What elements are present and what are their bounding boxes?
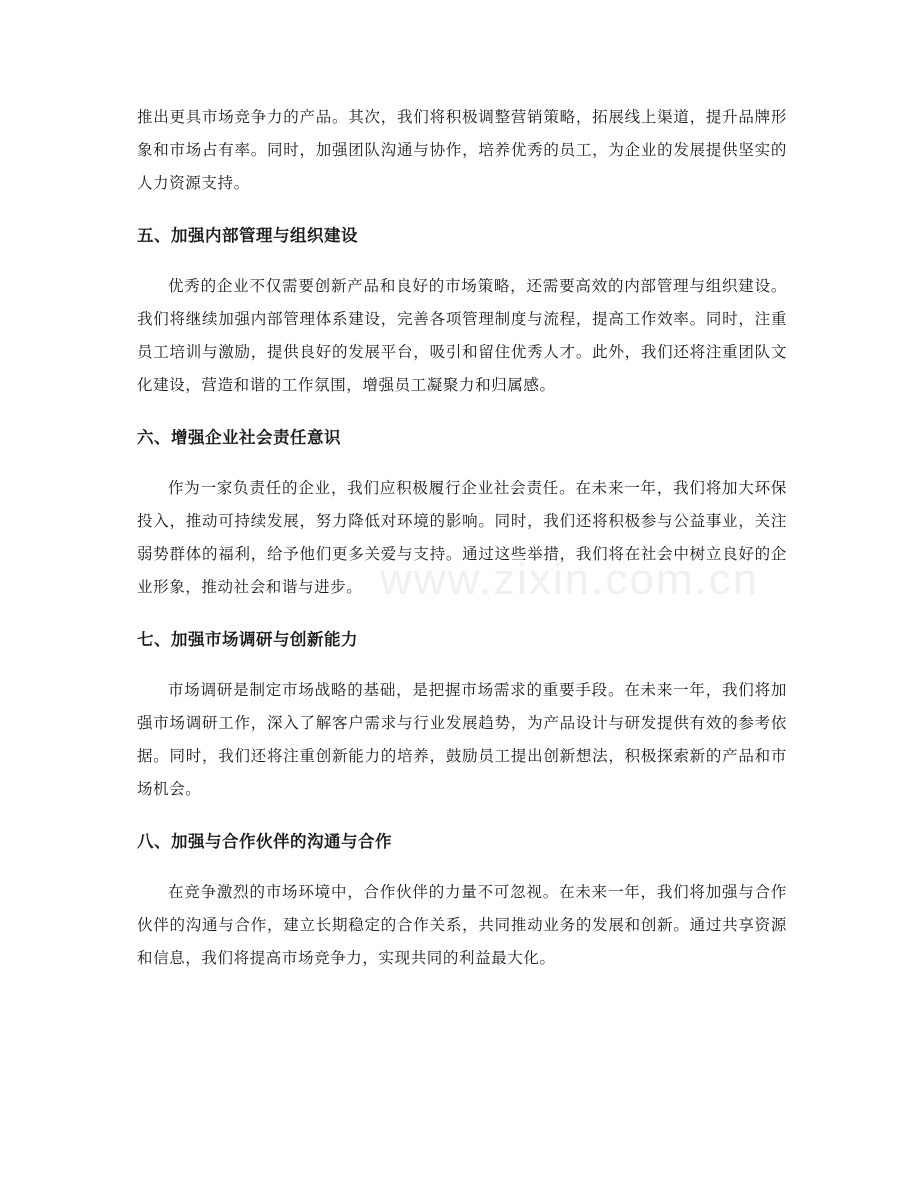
intro-paragraph: 推出更具市场竞争力的产品。其次，我们将积极调整营销策略，拓展线上渠道，提升品牌形象和市场占有率。同时，加强团队沟通与协作，培养优秀的员工，为企业的发展提供坚实的人力资源支持。 [137,108,787,192]
section-8-heading: 八、加强与合作伙伴的沟通与合作 [137,832,392,851]
document-body [137,101,787,975]
watermark: www.zixin.com.cn [380,555,760,604]
section-6-paragraph: 作为一家负责任的企业，我们应积极履行企业社会责任。在未来一年，我们将加大环保投入，推动可持续发展，努力降低对环境的影响。同时，我们还将积极参与公益事业，关注弱势群体的福利，给予他们更多关爱与支持。通过这些举措，我们将在社会中树立良好的企业形象，推动社会和谐与进步。 [137,479,787,596]
section-5-paragraph: 优秀的企业不仅需要创新产品和良好的市场策略，还需要高效的内部管理与组织建设。我们将继续加强内部管理体系建设，完善各项管理制度与流程，提高工作效率。同时，注重员工培训与激励，提供良好的发展平台，吸引和留住优秀人才。此外，我们还将注重团队文化建设，营造和谐的工作氛围，增强员工凝聚力和归属感。 [137,277,787,394]
section-7-heading: 七、加强市场调研与创新能力 [137,630,358,649]
section-7-paragraph: 市场调研是制定市场战略的基础，是把握市场需求的重要手段。在未来一年，我们将加强市场调研工作，深入了解客户需求与行业发展趋势，为产品设计与研发提供有效的参考依据。同时，我们还将注重创新能力的培养，鼓励员工提出创新想法，积极探索新的产品和市场机会。 [137,681,787,798]
section-8-paragraph: 在竞争激烈的市场环境中，合作伙伴的力量不可忽视。在未来一年，我们将加强与合作伙伴的沟通与合作，建立长期稳定的合作关系，共同推动业务的发展和创新。通过共享资源和信息，我们将提高市场竞争力，实现共同的利益最大化。 [137,883,787,967]
section-5-heading: 五、加强内部管理与组织建设 [137,226,358,245]
section-6-heading: 六、增强企业社会责任意识 [137,428,341,447]
